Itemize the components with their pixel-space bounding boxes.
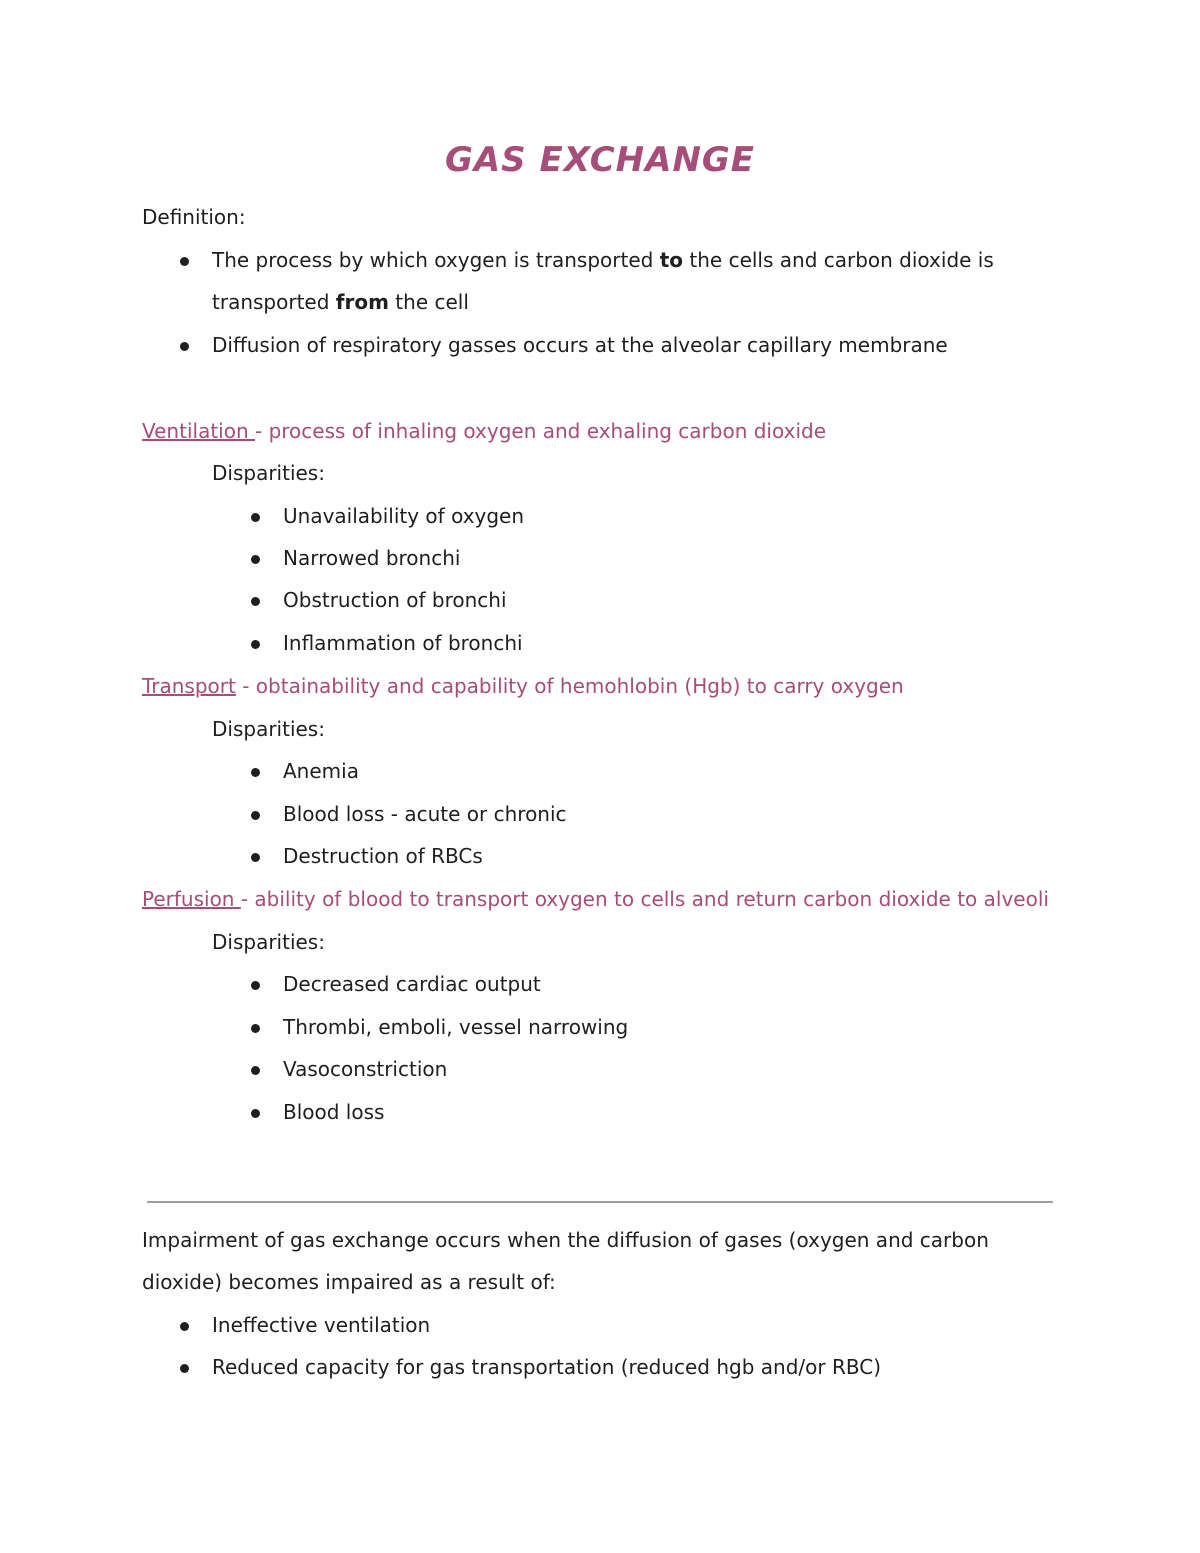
disparities-label: Disparities:: [212, 717, 325, 741]
bullet-icon: [180, 1364, 189, 1373]
list-item: Unavailability of oxygen: [283, 504, 525, 528]
impairment-line-2: dioxide) becomes impaired as a result of:: [142, 1270, 556, 1294]
list-item: Destruction of RBCs: [283, 844, 483, 868]
bullet-icon: [251, 555, 260, 564]
bullet-icon: [251, 1066, 260, 1075]
page-title: GAS EXCHANGE: [444, 140, 756, 180]
emphasis-from: from: [335, 290, 389, 314]
bullet-icon: [251, 597, 260, 606]
term-perfusion: Perfusion: [142, 887, 241, 911]
list-item: Narrowed bronchi: [283, 546, 461, 570]
list-item: Thrombi, emboli, vessel narrowing: [283, 1015, 629, 1039]
definition-item-1-line-2: transported from the cell: [212, 290, 469, 314]
bullet-icon: [251, 1024, 260, 1033]
definition-item-1-line-1: The process by which oxygen is transported to the cells and carbon dioxide is: [212, 248, 994, 272]
emphasis-to: to: [659, 248, 684, 272]
bullet-icon: [251, 811, 260, 820]
list-item: Blood loss - acute or chronic: [283, 802, 567, 826]
bullet-icon: [251, 640, 260, 649]
section-heading-perfusion: Perfusion - ability of blood to transport oxygen to cells and return carbon dioxide to alveoli: [142, 887, 1049, 911]
definition-item-2: Diffusion of respiratory gasses occurs at the alveolar capillary membrane: [212, 333, 948, 357]
list-item: Inflammation of bronchi: [283, 631, 523, 655]
bullet-icon: [251, 981, 260, 990]
term-ventilation: Ventilation: [142, 419, 255, 443]
definition-label: Definition:: [142, 205, 246, 229]
bullet-icon: [251, 853, 260, 862]
list-item: Obstruction of bronchi: [283, 588, 507, 612]
horizontal-divider: [147, 1201, 1053, 1203]
disparities-label: Disparities:: [212, 461, 325, 485]
bullet-icon: [180, 342, 189, 351]
section-heading-transport: Transport - obtainability and capability of hemohlobin (Hgb) to carry oxygen: [142, 674, 904, 698]
list-item: Blood loss: [283, 1100, 385, 1124]
term-transport: Transport: [142, 674, 236, 698]
list-item: Decreased cardiac output: [283, 972, 541, 996]
impairment-line-1: Impairment of gas exchange occurs when the diffusion of gases (oxygen and carbon: [142, 1228, 989, 1252]
list-item: Vasoconstriction: [283, 1057, 448, 1081]
section-heading-ventilation: Ventilation - process of inhaling oxygen and exhaling carbon dioxide: [142, 419, 827, 443]
bullet-icon: [251, 513, 260, 522]
bullet-icon: [180, 1322, 189, 1331]
bullet-icon: [251, 1109, 260, 1118]
bullet-icon: [180, 257, 189, 266]
list-item: Reduced capacity for gas transportation (reduced hgb and/or RBC): [212, 1355, 881, 1379]
list-item: Ineffective ventilation: [212, 1313, 431, 1337]
list-item: Anemia: [283, 759, 359, 783]
bullet-icon: [251, 768, 260, 777]
disparities-label: Disparities:: [212, 930, 325, 954]
